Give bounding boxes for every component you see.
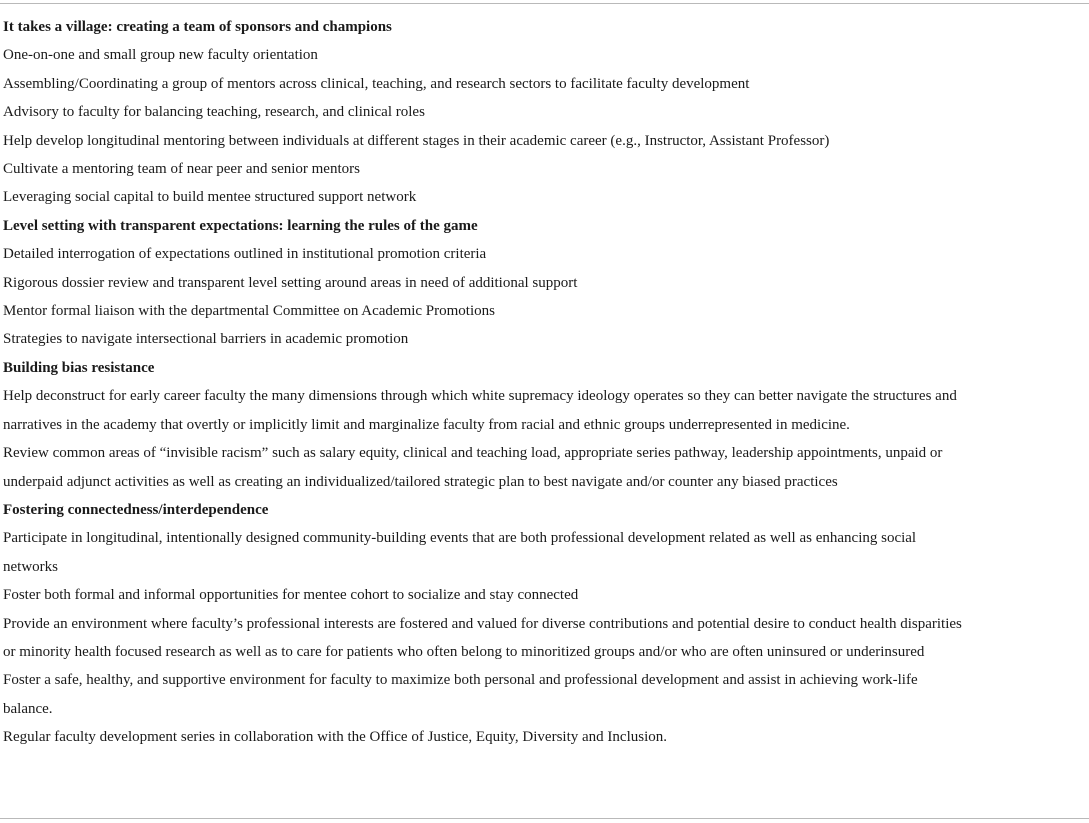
section-heading: Level setting with transparent expectations: learning the rules of the game [3,217,478,234]
section-heading: It takes a village: creating a team of sponsors and champions [3,19,392,35]
table-row: Detailed interrogation of expectations outlined in institutional promotion criteria [3,246,487,263]
table-row: Provide an environment where faculty’s professional interests are fostered and valued for diverse contributions and potential desire to conduct health disparities or minority health focused research as well as to care for patients who often belong to minoritized groups and/or who are often uninsured or underinsured [3,615,962,660]
table-row: Advisory to faculty for balancing teaching, research, and clinical roles [3,104,425,121]
table-row: Rigorous dossier review and transparent level setting around areas in need of additional support [3,274,578,291]
table-bottom-rule [0,818,1089,819]
table-row: One-on-one and small group new faculty orientation [3,47,318,64]
table-row: Cultivate a mentoring team of near peer and senior mentors [3,161,360,178]
table-row: Mentor formal liaison with the departmental Committee on Academic Promotions [3,303,495,320]
table-row: Foster both formal and informal opportunities for mentee cohort to socialize and stay connected [3,587,579,604]
table-row: Participate in longitudinal, intentionally designed community-building events that are both professional development related as well as enhancing social networks [3,530,917,575]
table-top-rule [0,3,1089,4]
table-row: Assembling/Coordinating a group of mentors across clinical, teaching, and research sectors to facilitate faculty development [3,75,750,92]
section-heading: Fostering connectedness/interdependence [3,501,269,518]
section-heading: Building bias resistance [3,359,155,376]
table-row: Help deconstruct for early career faculty the many dimensions through which white supremacy ideology operates so they can better navigate the structures and narratives in the academy that overtly or implicitly limit and marginalize faculty from racial and ethnic groups underrepresented in medicine. [3,388,957,433]
table-row: Strategies to navigate intersectional barriers in academic promotion [3,331,409,348]
table-row: Leveraging social capital to build mentee structured support network [3,189,417,206]
table-body [3,13,1083,752]
table-row: Review common areas of “invisible racism” such as salary equity, clinical and teaching load, appropriate series pathway, leadership appointments, unpaid or underpaid adjunct activities as well as creating an individualized/tailored strategic plan to best navigate and/or counter any biased practices [3,445,943,490]
table-row: Regular faculty development series in collaboration with the Office of Justice, Equity, Diversity and Inclusion. [3,729,667,746]
table-row: Foster a safe, healthy, and supportive environment for faculty to maximize both personal and professional development and assist in achieving work-life balance. [3,672,918,717]
table-row: Help develop longitudinal mentoring between individuals at different stages in their academic career (e.g., Instructor, Assistant Professor) [3,132,830,149]
